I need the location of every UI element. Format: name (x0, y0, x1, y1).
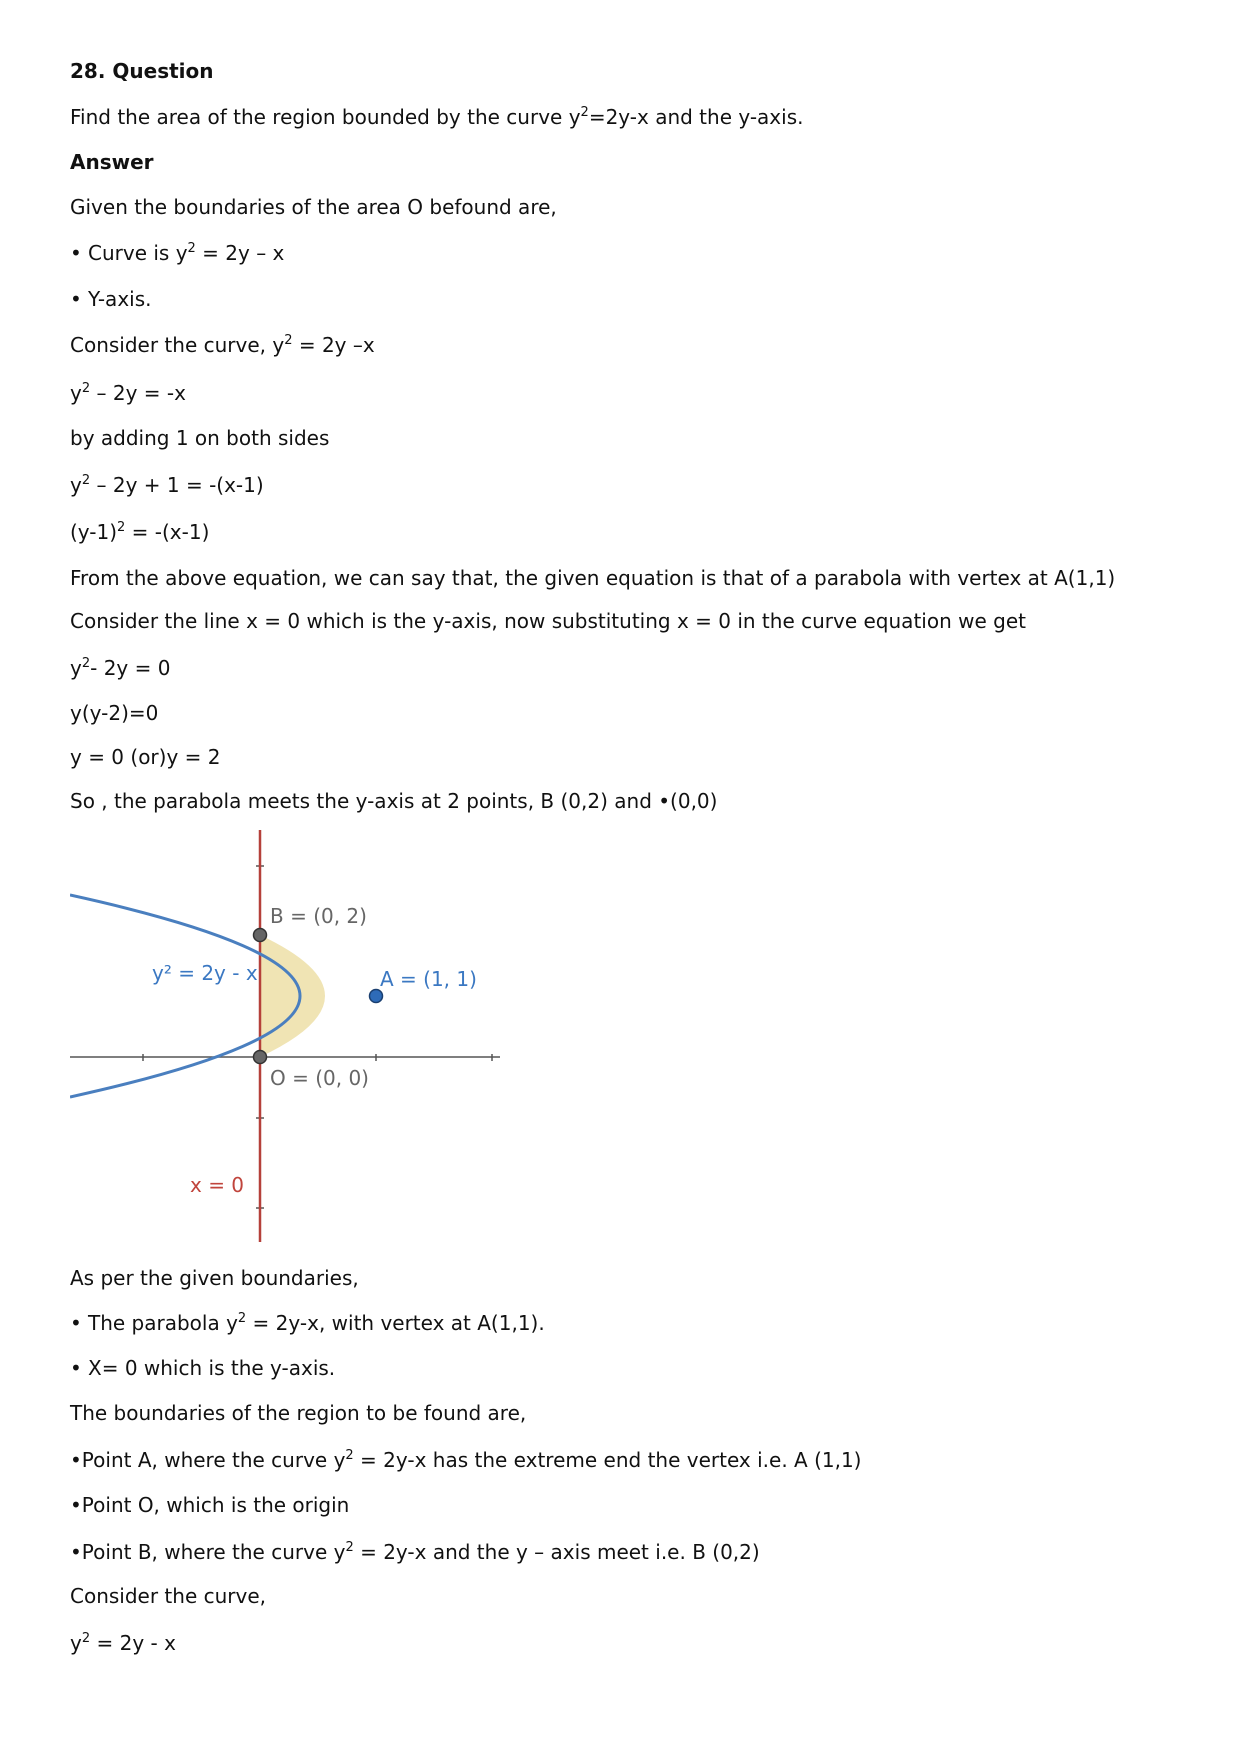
step-5: y(y-2)=0 (70, 701, 159, 725)
point-o-text: •Point O, which is the origin (70, 1493, 350, 1517)
boundary-curve: • Curve is $y^2 = 2y - x$ (70, 241, 285, 265)
label-curve: y² = 2y - x (152, 961, 258, 985)
after-bullet-parabola: • The parabola $y^2 = 2y-x$, with vertex at A(1,1). (70, 1311, 545, 1335)
consider-curve-text: Consider the curve, (70, 1584, 267, 1608)
label-o: O = (0, 0) (270, 1066, 369, 1090)
label-a: A = (1, 1) (380, 967, 477, 991)
label-b: B = (0, 2) (270, 904, 367, 928)
step-2: $y^2 - 2y + 1 = -(x-1)$ (70, 473, 264, 497)
point-a-text: •Point A, where the curve $y^2 = 2y-x$ has the extreme end the vertex i.e. A (1,1) (70, 1448, 862, 1472)
step-consider: Consider the curve, $y^2 = 2y$ –x (70, 333, 375, 357)
step-6: y = 0 (or)y = 2 (70, 745, 221, 769)
step-4: $y^2-$ 2y = 0 (70, 656, 171, 680)
bullet: • (70, 1356, 82, 1380)
answer-heading: Answer (70, 150, 154, 174)
question-prompt: Find the area of the region bounded by the curve $y^2=2y-x$ and the y-axis. (70, 105, 804, 129)
step-adding: by adding 1 on both sides (70, 426, 330, 450)
boundary-axis: • Y-axis. (70, 287, 152, 311)
question-number: 28. Question (70, 59, 214, 83)
label-line: x = 0 (190, 1173, 245, 1197)
line-text: Consider the line x = 0 which is the y-axis, now substituting x = 0 in the curve equation we get (70, 609, 1026, 633)
region-text: The boundaries of the region to be found are, (70, 1401, 527, 1425)
intro-text: Given the boundaries of the area O befound are, (70, 195, 557, 219)
meets-text: So , the parabola meets the y-axis at 2 points, B (0,2) and •(0,0) (70, 789, 718, 813)
after-bullet-axis: • X= 0 which is the y-axis. (70, 1356, 336, 1380)
bullet: • (70, 241, 82, 265)
point-b (254, 929, 267, 942)
point-o (254, 1051, 267, 1064)
bullet: • (70, 1311, 82, 1335)
final-equation: $y^2 = 2y - x$ (70, 1631, 176, 1655)
step-1: $y^2 - 2y = -x$ (70, 381, 186, 405)
parabola-graph (70, 830, 510, 1242)
per-given-text: As per the given boundaries, (70, 1266, 359, 1290)
shaded-region (260, 935, 325, 1057)
bullet: • (70, 287, 82, 311)
point-a (370, 990, 383, 1003)
point-b-text: •Point B, where the curve $y^2 = 2y-x$ and the y – axis meet i.e. B (0,2) (70, 1540, 760, 1564)
vertex-text: From the above equation, we can say that, the given equation is that of a parabola with vertex at A(1,1) (70, 566, 1116, 590)
step-3: $(y-1)^2 = -(x-1)$ (70, 520, 210, 544)
